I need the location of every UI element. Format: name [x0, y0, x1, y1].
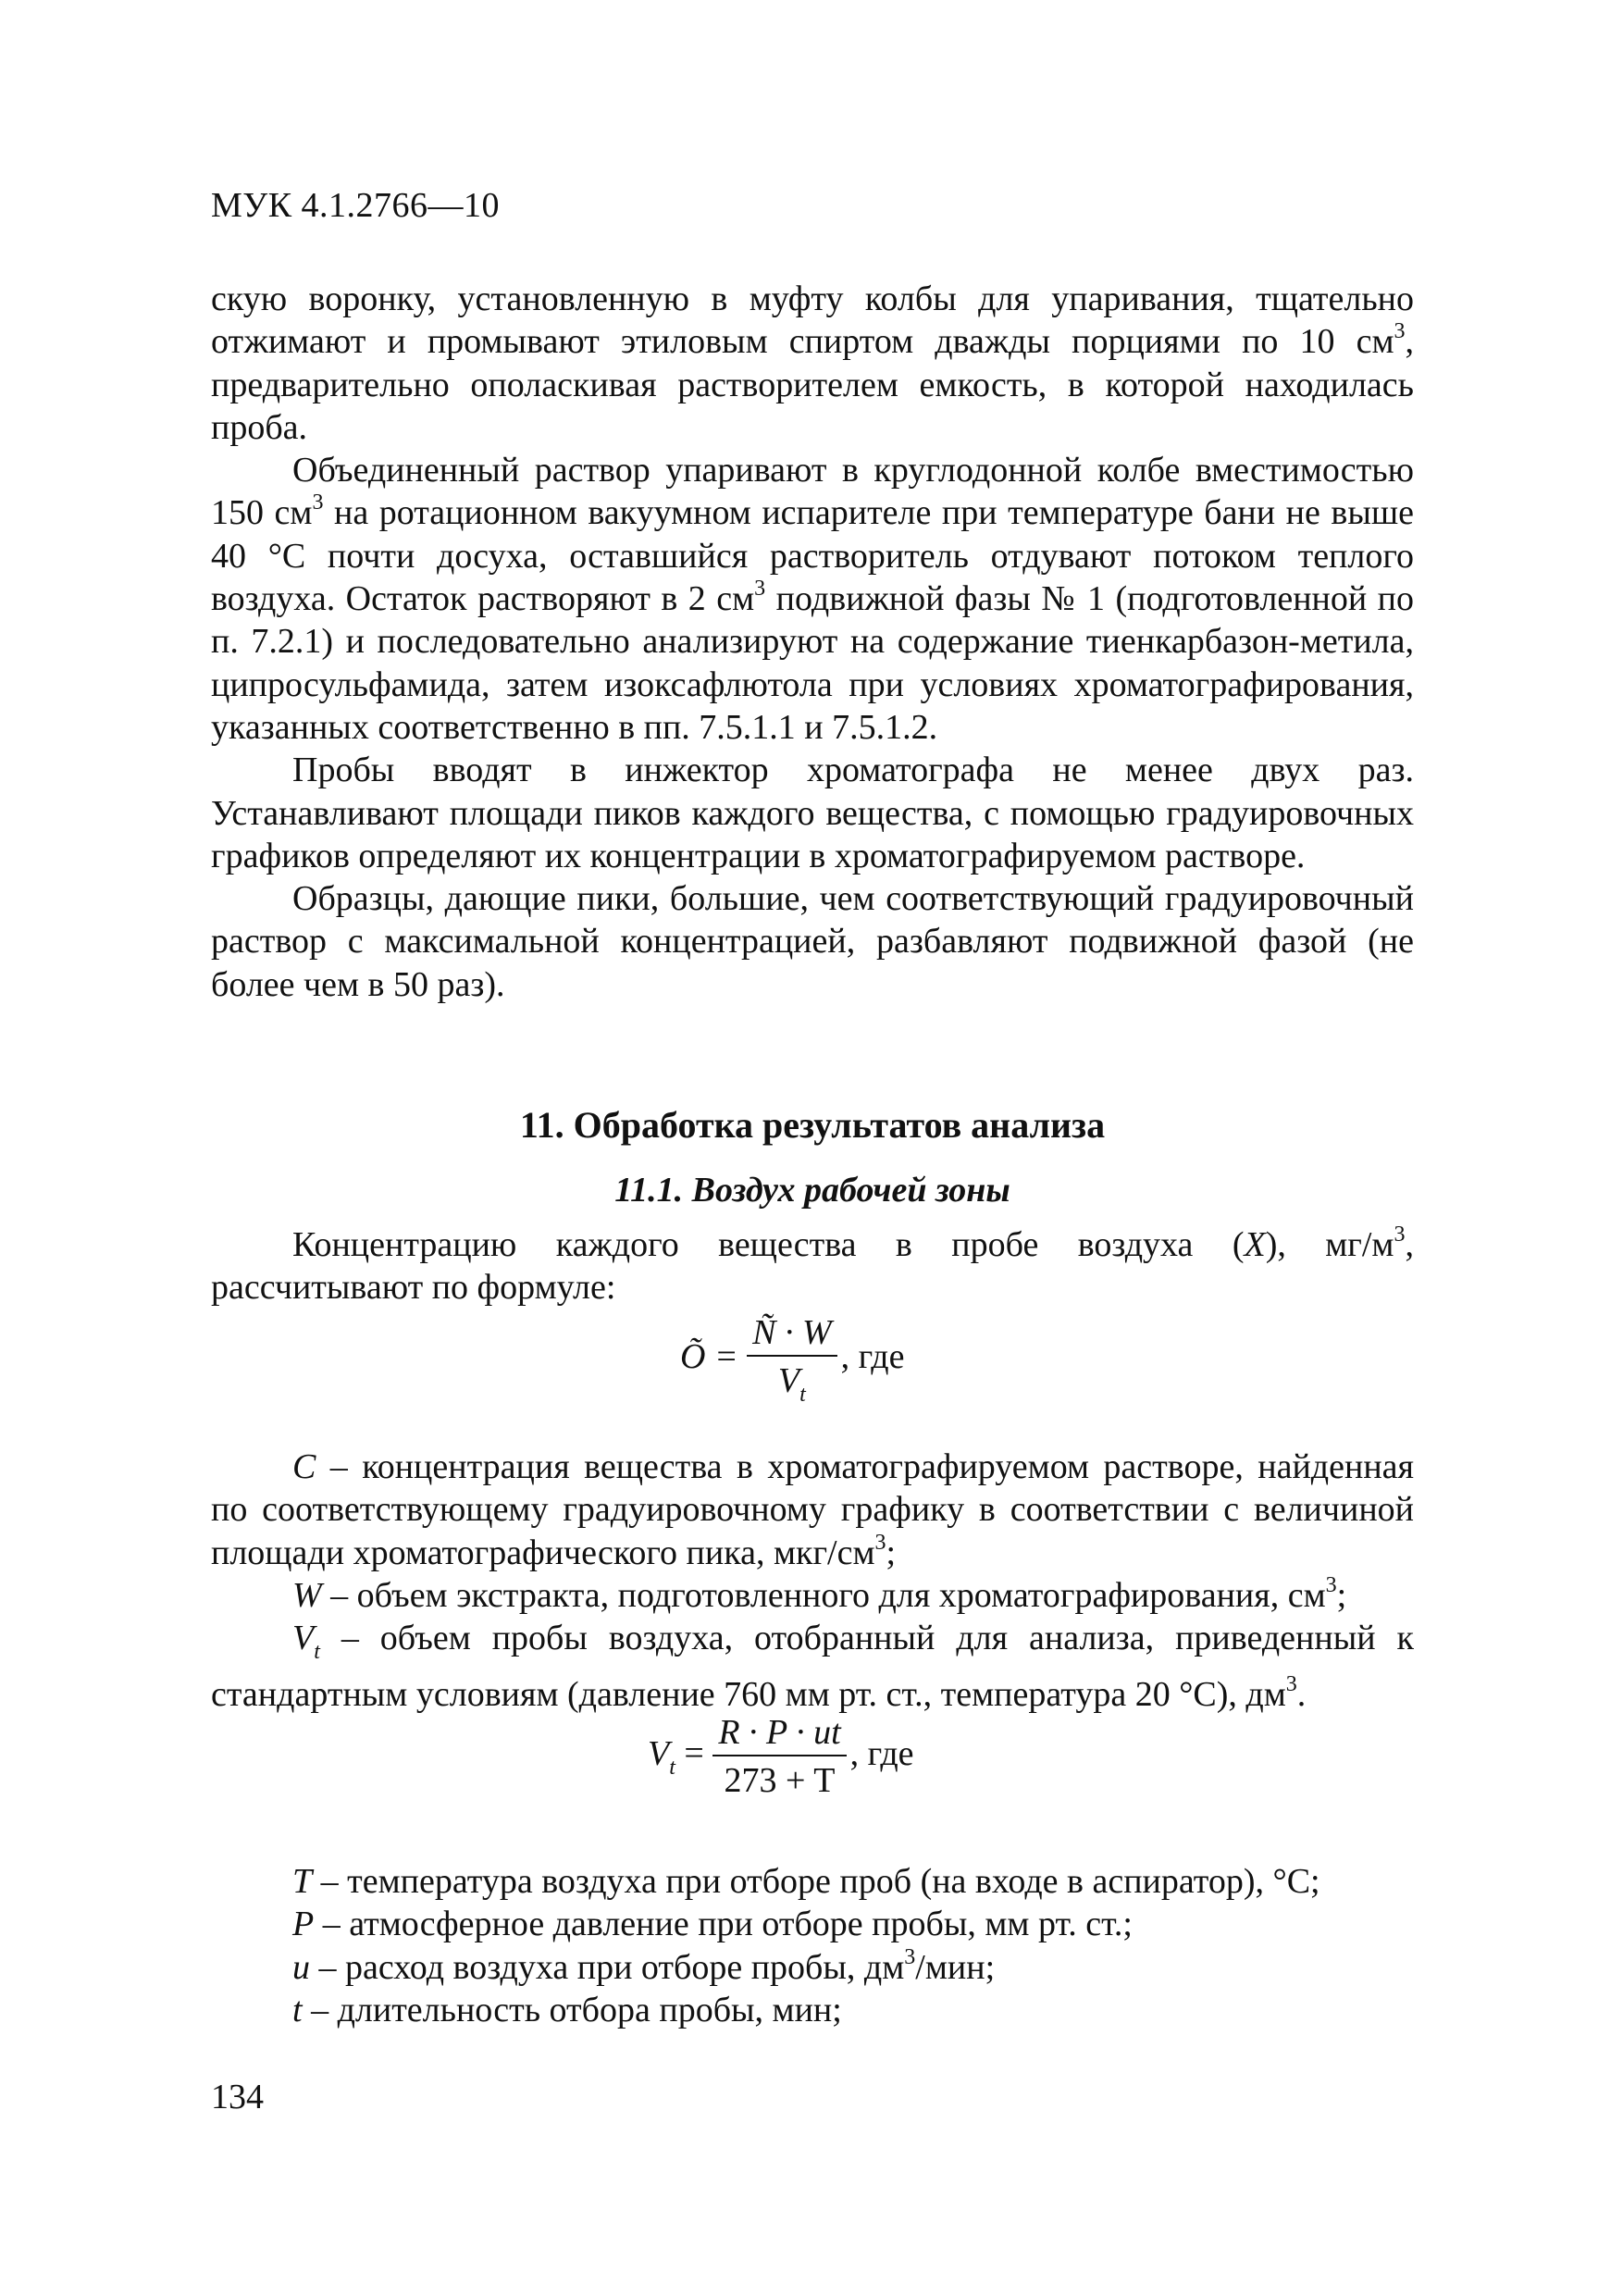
definition-u: u – расход воздуха при отборе пробы, $дм^3$/мин;	[292, 1944, 996, 1987]
body-text-block-3	[211, 1446, 1414, 1717]
formula-lhs: Õ =	[680, 1337, 738, 1377]
definition-t-temp: T – температура воздуха при отборе проб (на входе в аспиратор), °С;	[292, 1862, 1320, 1901]
paragraph-dilution: Образцы, дающие пики, большие, чем соответствующий градуировочный раствор с максимальной концентрацией, разбавляют подвижной фазой (не более чем в 50 раз).	[211, 879, 1414, 1004]
running-header: МУК 4.1.2766—10	[211, 186, 501, 225]
formula-lhs: $V_t$	[648, 1733, 675, 1780]
definition-w: W – объем экстракта, подготовленного для хроматографирования, $см^3$;	[292, 1572, 1347, 1615]
definition-c: C – концентрация вещества в хроматографируемом растворе, найденная по соответствующему градуировочному графику в соответствии с величиной площади хроматографического пика, мкг/$см^3$;	[211, 1447, 1414, 1572]
formula-fraction	[747, 1312, 837, 1408]
formula-concentration	[680, 1312, 905, 1408]
paragraph-evaporation: Объединенный раствор упаривают в круглодонной колбе вместимостью 150 $см^3$ на ротационном вакуумном испарителе при температуре бани не выше 40 °С почти досуха, оставшийся растворитель отдувают потоком теплого воздуха. Остаток растворяют в 2 $см^3$ подвижной фазы № 1 (подготовленной по п. 7.2.1) и последовательно анализируют на содержание тиенкарбазон-метила, ципросульфамида, затем изоксафлютола при условиях хроматографирования, указанных соответственно в пп. 7.5.1.1 и 7.5.1.2.	[211, 451, 1415, 747]
formula-fraction	[712, 1712, 846, 1801]
body-text-block-4	[211, 1860, 1414, 2031]
formula-denominator: 273 + T	[724, 1761, 836, 1800]
subsection-heading: 11.1. Воздух рабочей зоны	[614, 1171, 1010, 1210]
formula-tail: , где	[849, 1733, 914, 1773]
paragraph-injection: Пробы вводят в инжектор хроматографа не менее двух раз. Устанавливают площади пиков каждого вещества, с помощью градуировочных графиков определяют их концентрации в хроматографируемом растворе.	[211, 751, 1414, 875]
body-text-block-1	[211, 278, 1414, 1006]
definition-vt: $V_t$ – объем пробы воздуха, отобранный для анализа, приведенный к стандартным условиям (давление 760 мм рт. ст., температура 20 °С), $дм^3$.	[211, 1619, 1414, 1715]
formula-denominator: $V_t$	[777, 1361, 806, 1407]
body-text-block-2	[211, 1223, 1414, 1309]
section-heading: 11. Обработка результатов анализа	[519, 1104, 1106, 1146]
paragraph-concentration-intro: Концентрацию каждого вещества в пробе воздуха (X), $мг/м^3$, рассчитывают по формуле:	[211, 1222, 1414, 1308]
paragraph-continuation: скую воронку, установленную в муфту колбы для упаривания, тщательно отжимают и промывают этиловым спиртом дважды порциями по 10 $см^3$, предварительно ополаскивая растворителем емкость, в которой находилась проба.	[211, 279, 1414, 447]
page-number: 134	[211, 2078, 264, 2116]
formula-tail: , где	[840, 1337, 905, 1377]
definition-p: P – атмосферное давление при отборе пробы, мм рт. ст.;	[292, 1905, 1133, 1944]
definition-t-duration: t – длительность отбора пробы, мин;	[292, 1990, 842, 2029]
formula-volume: $V_t$ = $\frac{R \cdot P \cdot ut}{273 + T}$ , где	[648, 1713, 914, 1800]
formula-numerator: Ñ · W	[747, 1312, 837, 1357]
formula-numerator: R · P · ut	[712, 1712, 846, 1756]
